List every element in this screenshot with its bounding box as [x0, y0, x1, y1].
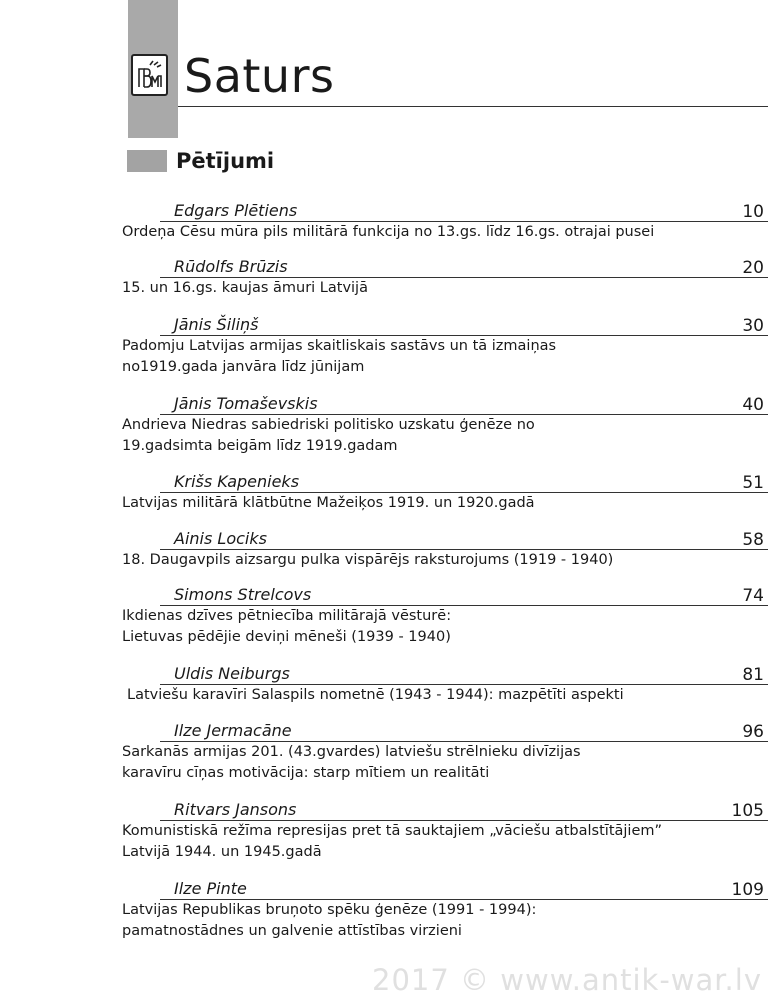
- toc-author: Simons Strelcovs: [174, 585, 312, 604]
- toc-page-number: 105: [731, 801, 764, 821]
- toc-title-line: Latvijas Republikas bruņoto spēku ģenēze (1991 - 1994):: [122, 902, 537, 918]
- toc-page-number: 30: [742, 316, 764, 336]
- toc-author: Ilze Pinte: [174, 879, 247, 898]
- toc-title-line: Latvijas militārā klātbūtne Mažeiķos 1919. un 1920.gadā: [122, 495, 535, 511]
- toc-article-title: [122, 606, 732, 648]
- toc-author: Jānis Tomaševskis: [174, 394, 318, 413]
- toc-title-line: Latvijā 1944. un 1945.gadā: [122, 844, 322, 860]
- toc-title-line: pamatnostādnes un galvenie attīstības virzieni: [122, 923, 462, 939]
- toc-author: Edgars Plētiens: [174, 201, 298, 220]
- toc-article-title: [122, 493, 732, 514]
- toc-article-title: [122, 821, 732, 863]
- toc-page-number: 81: [742, 665, 764, 685]
- toc-author: Rūdolfs Brūzis: [174, 257, 288, 276]
- toc-page-number: 10: [742, 202, 764, 222]
- publisher-logo: [131, 54, 168, 96]
- toc-page-number: 40: [742, 395, 764, 415]
- page-title: Saturs: [184, 49, 335, 103]
- toc-title-line: no1919.gada janvāra līdz jūnijam: [122, 359, 365, 375]
- toc-title-line: 18. Daugavpils aizsargu pulka vispārējs raksturojums (1919 - 1940): [122, 552, 614, 568]
- toc-page-number: 109: [731, 880, 764, 900]
- toc-title-line: 19.gadsimta beigām līdz 1919.gadam: [122, 438, 398, 454]
- toc-author: Uldis Neiburgs: [174, 664, 290, 683]
- toc-article-title: [122, 336, 732, 378]
- watermark: 2017 © www.antik-war.lv: [372, 963, 762, 997]
- section-marker: [127, 150, 167, 172]
- toc-page-number: 74: [742, 586, 764, 606]
- toc-article-title: [127, 685, 737, 706]
- toc-title-line: Padomju Latvijas armijas skaitliskais sastāvs un tā izmaiņas: [122, 338, 557, 354]
- toc-page-number: 20: [742, 258, 764, 278]
- toc-title-line: Lietuvas pēdējie deviņi mēneši (1939 - 1940): [122, 629, 451, 645]
- toc-title-line: Ikdienas dzīves pētniecība militārajā vēsturē:: [122, 608, 452, 624]
- toc-author: Ritvars Jansons: [174, 800, 297, 819]
- toc-title-line: karavīru cīņas motivācija: starp mītiem un realitāti: [122, 765, 490, 781]
- toc-author: Jānis Šiliņš: [174, 315, 259, 334]
- toc-article-title: [122, 278, 732, 299]
- toc-title-line: Latviešu karavīri Salaspils nometnē (1943 - 1944): mazpētīti aspekti: [127, 687, 624, 703]
- toc-article-title: [122, 900, 732, 942]
- toc-title-line: Ordeņa Cēsu mūra pils militārā funkcija no 13.gs. līdz 16.gs. otrajai pusei: [122, 224, 655, 240]
- toc-title-line: Sarkanās armijas 201. (43.gvardes) latviešu strēlnieku divīzijas: [122, 744, 581, 760]
- toc-article-title: [122, 742, 732, 784]
- toc-article-title: [122, 415, 732, 457]
- section-title: Pētījumi: [176, 149, 275, 173]
- toc-article-title: [122, 550, 732, 571]
- toc-title-line: Komunistiskā režīma represijas pret tā sauktajiem „vāciešu atbalstītājiem”: [122, 823, 663, 839]
- toc-page-number: 51: [742, 473, 764, 493]
- toc-author: Ainis Lociks: [174, 529, 267, 548]
- toc-author: Krišs Kapenieks: [174, 472, 300, 491]
- toc-title-line: Andrieva Niedras sabiedriski politisko uzskatu ģenēze no: [122, 417, 535, 433]
- toc-article-title: [122, 222, 732, 243]
- toc-page-number: 96: [742, 722, 764, 742]
- toc-title-line: 15. un 16.gs. kaujas āmuri Latvijā: [122, 280, 368, 296]
- title-divider: [178, 106, 768, 107]
- toc-page-number: 58: [742, 530, 764, 550]
- toc-author: Ilze Jermacāne: [174, 721, 292, 740]
